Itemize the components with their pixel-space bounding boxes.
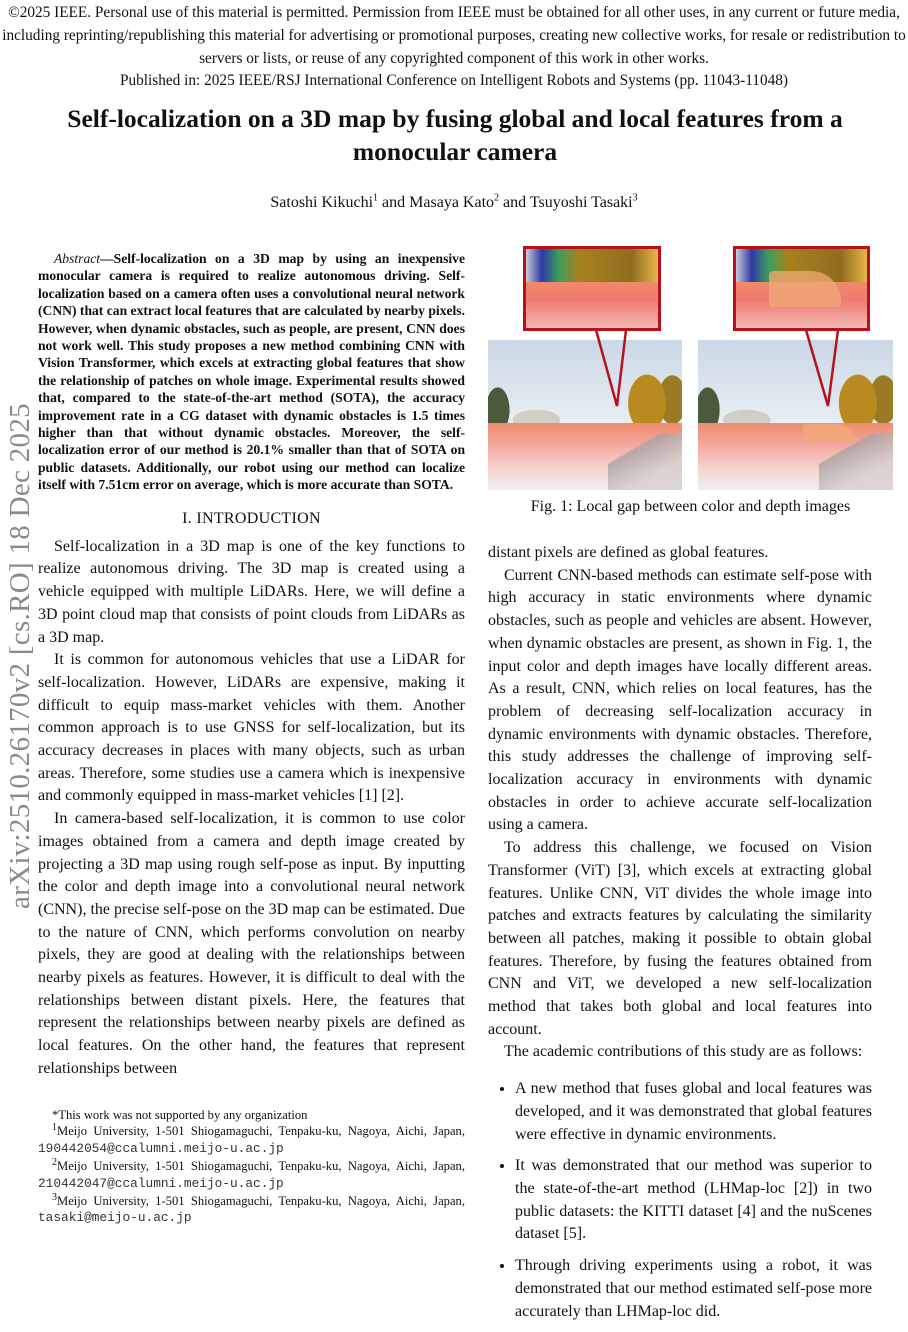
paragraph: In camera-based self-localization, it is common to use color images obtained from a camera and depth image created by projecting a 3D map using rough self-pose as input. By inputting the color and depth image into a convolutional neural network (CNN), the precise self-pose on the 3D map can be estimated. Due to the nature of CNN, which performs convolution on nearby pixels, they are good at dealing with the relationships between nearby pixels as features. However, it is difficult to deal with the relationships between distant pixels. Here, the features that represent the relationships between nearby pixels are defined as local features. On the other hand, the features that represent relationships between [38,810,465,1077]
paragraph: It is common for autonomous vehicles that use a LiDAR for self-localization. However, LiDARs are expensive, making it difficult to equip mass-market vehicles with them. Another common approach is to use GNSS for self-localization, but its accuracy decreases in places with many objects, such as urban areas. Therefore, some studies use a camera which is inexpensive and commonly equipped in mass-market vehicles [1] [2]. [38,651,465,805]
right-column-body [488,542,872,1064]
footnote [38,1158,465,1193]
footnote [38,1123,465,1158]
author-list [0,194,908,212]
section-heading-introduction: I. INTRODUCTION [182,509,321,527]
paragraph: distant pixels are defined as global features. [488,544,769,561]
author-name: Masaya Kato [409,194,495,211]
abstract-label: Abstract [54,251,101,266]
author-name: Satoshi Kikuchi [270,194,374,211]
author-separator: and [499,194,530,211]
color-depth-image-static [488,340,682,490]
paper-title: Self-localization on a 3D map by fusing global and local features from a monocular camera [67,104,843,166]
ieee-permission-text: ©2025 IEEE. Personal use of this material is permitted. Permission from IEEE must be obtained for all other uses, in any current or future media, including reprinting/republishing this material for advertising or promotional purposes, creating new collective works, for resale or redistribution to servers or lists, or reuse of any copyrighted component of this work in other works. [2,4,906,67]
paragraph: Current CNN-based methods can estimate self-pose with high accuracy in static environments where dynamic obstacles, such as people and vehicles are absent. However, when dynamic obstacles are present, as shown in Fig. 1, the input color and depth images have locally different areas. As a result, CNN, which relies on local features, has the problem of decreasing self-localization accuracy in dynamic environments with dynamic obstacles. Therefore, this study addresses the challenge of improving self-localization accuracy in environments with dynamic obstacles in order to achieve accurate self-localization using a camera. [488,566,872,834]
footnote-text: Meijo University, 1-501 Shiogamaguchi, Tenpaku-ku, Nagoya, Aichi, Japan, [57,1124,465,1139]
footnote-text: Meijo University, 1-501 Shiogamaguchi, Tenpaku-ku, Nagoya, Aichi, Japan, [57,1158,465,1173]
paragraph: To address this challenge, we focused on Vision Transformer (ViT) [3], which excels at extracting global features. Unlike CNN, ViT divides the whole image into patches and extracts features by calculating the similarity between all patches, making it possible to obtain global features. Therefore, by fusing the features obtained from CNN and ViT, we developed a new self-localization method that takes both global and local features into account. [488,839,872,1038]
footnote-text: Meijo University, 1-501 Shiogamaguchi, Tenpaku-ku, Nagoya, Aichi, Japan, [57,1193,465,1208]
affiliation-mark: 2 [494,192,500,204]
left-column [38,250,465,1227]
arxiv-identifier: arXiv:2510.26170v2 [cs.RO] 18 Dec 2025 [4,403,36,909]
figure-caption: Fig. 1: Local gap between color and depth images [530,498,851,515]
list-item: • Through driving experiments using a robot, it was demonstrated that our method estimated self-pose more accurately than LHMap-loc did. [515,1255,872,1323]
contributions-list [488,1078,872,1323]
list-item: • It was demonstrated that our method was superior to the state-of-the-art method (LHMap-loc [2]) in two public datasets: the KITTI dataset [4] and the nuScenes dataset [5]. [515,1155,872,1246]
published-in: Published in: 2025 IEEE/RSJ International Conference on Intelligent Robots and Systems (pp. 11043-11048) [119,72,788,90]
email-link[interactable]: 190442054@ccalumni.meijo-u.ac.jp [38,1141,284,1157]
affiliation-mark: 1 [373,192,379,204]
author-name: Tsuyoshi Tasaki [529,194,633,211]
email-link[interactable]: 210442047@ccalumni.meijo-u.ac.jp [38,1175,284,1191]
affiliation-mark: 3 [632,192,638,204]
list-item: • A new method that fuses global and local features was developed, and it was demonstrated that global features were effective in dynamic environments. [515,1078,872,1146]
zoom-inset-static [523,246,661,331]
zoom-inset-dynamic [733,246,870,331]
footnote-mark: 2 [52,1156,57,1168]
left-column-body [38,536,465,1081]
color-depth-image-dynamic [698,340,893,490]
abstract-text: Self-localization on a 3D map by using an inexpensive monocular camera is required to realize autonomous driving. Self-localization based on a camera often uses a convolutional neural network (CNN) that can extract local features that are calculated by nearby pixels. However, when dynamic obstacles, such as people, are present, CNN does not work well. This study proposes a new method combining CNN with Vision Transformer, which excels at extracting global features that show the relationship of patches on whole image. Experimental results showed that, compared to the state-of-the-art method (SOTA), the accuracy improvement rate in a CG dataset with dynamic obstacles is 1.5 times higher than that without dynamic obstacles. Moreover, the self-localization error of our method is 20.1% smaller than that of SOTA on public datasets. Additionally, our robot using our method can localize itself with 7.51cm error on average, which is more accurate than SOTA. [38,251,465,493]
copyright-notice [0,2,908,93]
footnote: *This work was not supported by any organization [52,1107,308,1122]
paragraph: Self-localization in a 3D map is one of the key functions to realize autonomous driving. The 3D map is created using a vehicle equipped with multiple LiDARs. Here, we will define a 3D point cloud map that consists of point clouds from LiDARs as a 3D map. [38,537,465,646]
footnote-mark: 3 [52,1191,57,1203]
author-separator: and [378,194,410,211]
right-column [488,542,872,1332]
footnotes [38,1107,465,1228]
abstract [38,250,465,494]
abstract-dash: — [100,251,114,266]
paragraph: The academic contributions of this study are as follows: [504,1043,863,1061]
footnote-mark: 1 [52,1122,57,1134]
email-link[interactable]: tasaki@meijo-u.ac.jp [38,1210,192,1226]
footnote [38,1193,465,1228]
